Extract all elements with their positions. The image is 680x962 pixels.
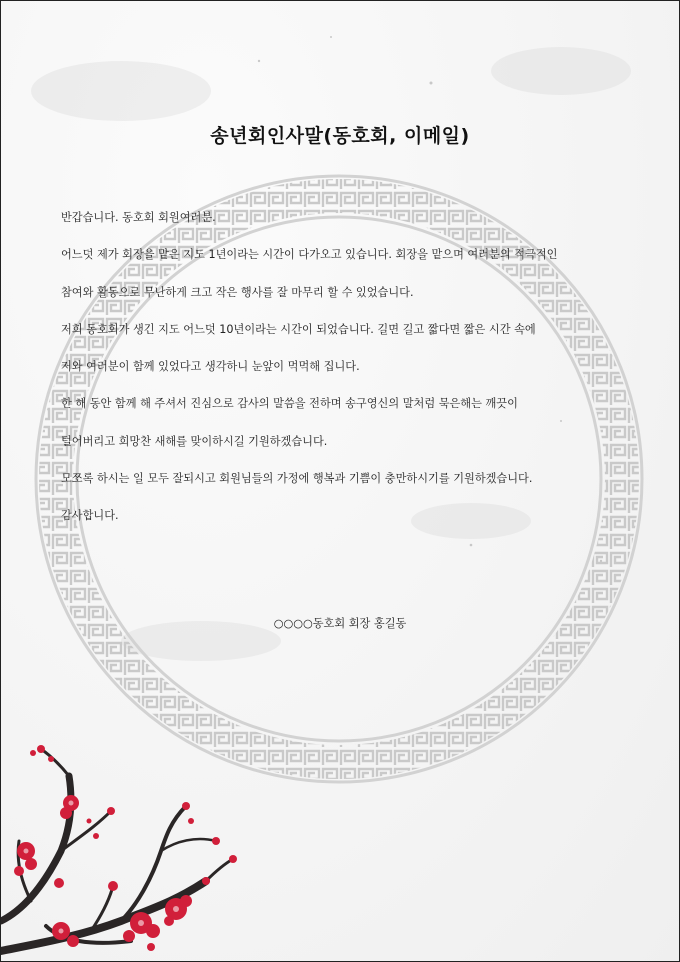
paragraph-line: 감사합니다. xyxy=(61,509,119,523)
paragraph-line: 어느덧 제가 회장을 맡은 지도 1년이라는 시간이 다가오고 있습니다. 회장을 맡으며 여러분의 적극적인 xyxy=(61,248,558,262)
paragraph-line: 한 해 동안 함께 해 주셔서 진심으로 감사의 말씀을 전하며 송구영신의 말처럼 묵은해는 깨끗이 xyxy=(61,397,518,411)
paragraph-line: 저와 여러분이 함께 있었다고 생각하니 눈앞이 먹먹해 집니다. xyxy=(61,360,360,374)
letter-body xyxy=(61,209,621,545)
paragraph-line: 털어버리고 희망찬 새해를 맞이하시길 기원하겠습니다. xyxy=(61,434,328,448)
document-title: 송년회인사말(동호회, 이메일) xyxy=(210,125,470,147)
paragraph-line: 참여와 활동으로 무난하게 크고 작은 행사를 잘 마무리 할 수 있었습니다. xyxy=(61,285,414,299)
paragraph-line: 저희 동호회가 생긴 지도 어느덧 10년이라는 시간이 되었습니다. 길면 길고 짧다면 짧은 시간 속에 xyxy=(61,322,536,336)
signature: ○○○○동호회 회장 홍길동 xyxy=(273,617,407,630)
paragraph-line: 반갑습니다. 동호회 회원여러분. xyxy=(61,211,216,224)
paragraph-line: 모쪼록 하시는 일 모두 잘되시고 회원님들의 가정에 행복과 기쁨이 충만하시기를 기원하겠습니다. xyxy=(61,472,533,486)
plum-blossom-branch-illustration xyxy=(1,731,241,962)
